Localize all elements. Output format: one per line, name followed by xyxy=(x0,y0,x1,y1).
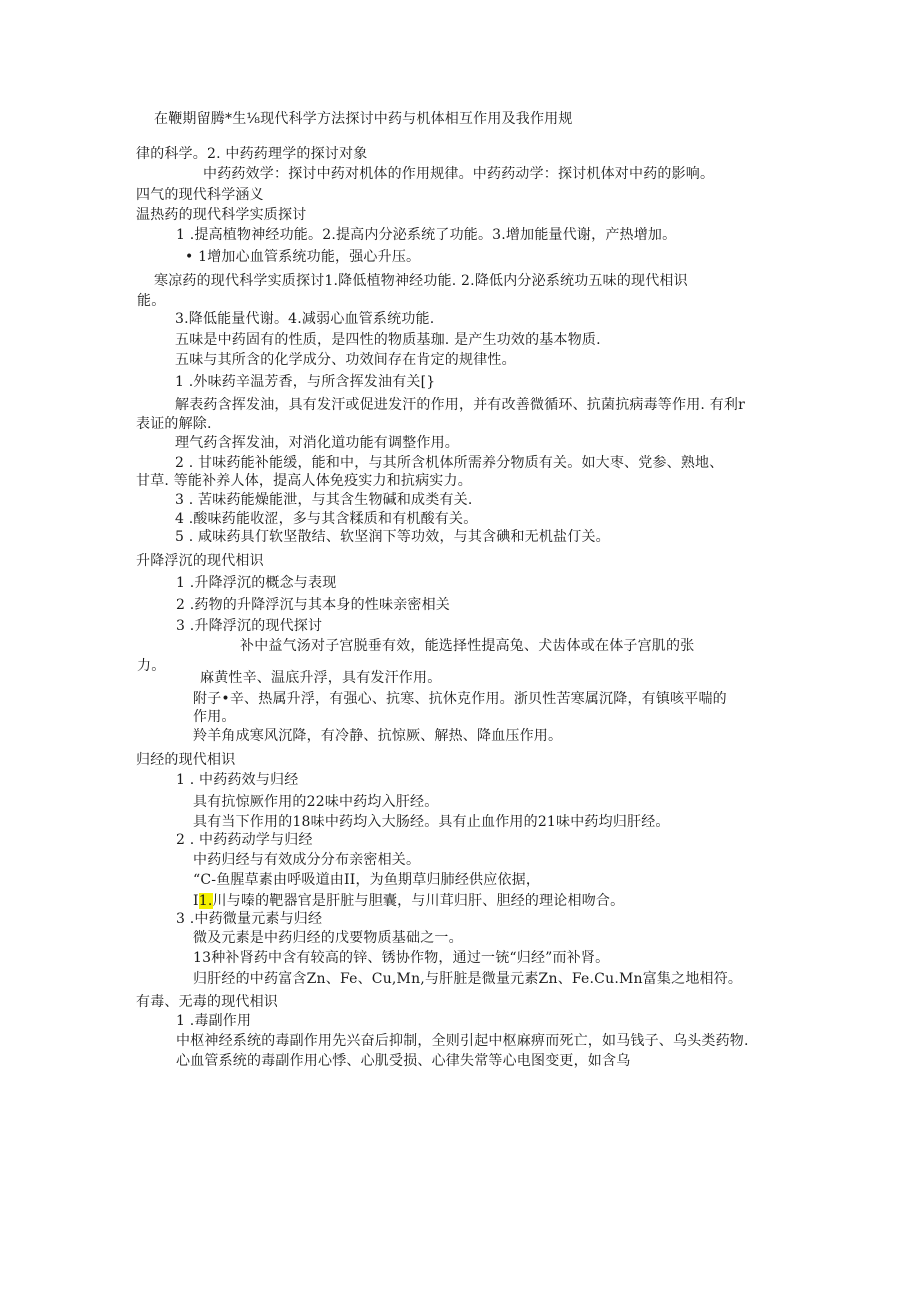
text-line xyxy=(193,892,624,910)
text-line: 13种补肾药中含有较高的锌、锈协作物，通过一铳“归经”而补肾。 xyxy=(193,950,610,966)
text-line: 1 .提高植物神经功能。2.提高内分泌系统了功能。3.增加能量代谢，产热增加。 xyxy=(176,227,677,243)
section-heading: 四气的现代科学涵义 xyxy=(136,187,264,203)
section-heading: 升降浮沉的现代相识 xyxy=(136,553,264,569)
text-line: 补中益气汤对子宫脱垂有效，能选择性提高兔、犬齿体或在体子宫肌的张 xyxy=(240,638,695,654)
text-line: 2 . 甘味药能补能缓，能和中，与其所含机体所需养分物质有关。如大枣、党参、熟地、 xyxy=(175,455,724,471)
text-line: 3 . 苦味药能燥能泄，与其含生物碱和成类有关. xyxy=(175,492,473,508)
text-line: 能。 xyxy=(137,293,166,309)
text-line: 2 .药物的升降浮沉与其本身的性味亲密相关 xyxy=(176,597,451,613)
text-line: 温热药的现代科学实质探讨 xyxy=(136,207,307,223)
text-line: 表证的解除. xyxy=(136,416,212,432)
text-line: 心血管系统的毒副作用心悸、心肌受损、心律失常等心电图变更，如含乌 xyxy=(176,1053,631,1069)
text-line: 1 .外味药辛温芳香，与所含挥发油有关[} xyxy=(175,374,436,390)
text-line: 力。 xyxy=(137,658,166,674)
text-line: 麻黄性辛、温底升浮，具有发汗作用。 xyxy=(200,670,442,686)
text-line: 甘草. 等能补养人体，提高人体免疫实力和抗病实力。 xyxy=(136,473,472,489)
text-line: 中药归经与有效成分分布亲密相关。 xyxy=(193,852,421,868)
text-line: 作用。 xyxy=(193,709,236,725)
text-line: 羚羊角成寒风沉降，有冷静、抗惊厥、解热、降血压作用。 xyxy=(193,728,563,744)
text-line: 3 .升降浮沉的现代探讨 xyxy=(176,618,323,634)
text-line: 附子•辛、热属升浮，有强心、抗寒、抗休克作用。浙贝性苦寒属沉降，有镇咳平喘的 xyxy=(193,691,727,707)
text-line: 五味是中药固有的性质，是四性的物质基珈. 是产生功效的基本物质. xyxy=(175,332,601,348)
highlighted-text: 1. xyxy=(198,893,213,909)
text-line: 1 .毒副作用 xyxy=(176,1013,252,1029)
text-line: 2 . 中药药动学与归经 xyxy=(176,832,313,848)
text-line: 理气药含挥发油，对消化道功能有调整作用。 xyxy=(175,435,459,451)
text-line: 3 .中药微量元素与归经 xyxy=(176,911,323,927)
text-line: • 1增加心血管系统功能，强心升压。 xyxy=(185,249,421,265)
text-line: 中枢神经系统的毒副作用先兴奋后抑制，全则引起中枢麻痹而死亡，如马钱子、乌头类药物. xyxy=(176,1033,749,1049)
text-line: 解表药含挥发油，具有发汗或促进发汗的作用，并有改善微循环、抗菌抗病毒等作用. 有利r xyxy=(175,397,745,413)
text-segment: 川与嗪的靶器官是肝脏与胆囊，与川茸归肝、胆经的理论相吻合。 xyxy=(212,893,625,909)
text-line: 律的科学。2. 中药药理学的探讨对象 xyxy=(136,146,368,162)
text-line: 具有抗惊厥作用的22味中药均入肝经。 xyxy=(193,794,439,810)
text-line: 五味与其所含的化学成分、功效间存在肯定的规律性。 xyxy=(175,352,516,368)
text-line: 1 . 中药药效与归经 xyxy=(176,772,299,788)
text-line: 1 .升降浮沉的概念与表现 xyxy=(176,575,337,591)
text-line: 3.降低能量代谢。4.减弱心血管系统功能. xyxy=(175,311,435,327)
text-line: 4 .酸味药能收涩，多与其含糅质和有机酸有关。 xyxy=(175,511,478,527)
text-line: 归肝经的中药富含Zn、Fe、Cu,Mn,与肝脏是微量元素Zn、Fe.Cu.Mn富集之地相符。 xyxy=(193,971,743,987)
text-line: 具有当下作用的18味中药均入大肠经。具有止血作用的21味中药均归肝经。 xyxy=(193,814,670,830)
text-line: 寒凉药的现代科学实质探讨1.降低植物神经功能. 2.降低内分泌系统功五味的现代相识 xyxy=(154,273,688,289)
section-heading: 有毒、无毒的现代相识 xyxy=(136,994,278,1010)
section-heading: 归经的现代相识 xyxy=(136,752,236,768)
text-line: 在鞭期留腾*生⅛现代科学方法探讨中药与机体相互作用及我作用规 xyxy=(154,111,573,127)
text-line: 中药药效学：探讨中药对机体的作用规律。中药药动学：探讨机体对中药的影响。 xyxy=(203,166,715,182)
text-line: 5 . 咸味药具仃软坚散结、软坚润下等功效，与其含碘和无机盐仃关。 xyxy=(175,529,610,545)
text-line: 微及元素是中药归经的戊要物质基础之一。 xyxy=(193,930,463,946)
text-line: “C-鱼腥草素由呼吸道由II，为鱼期草归肺经供应依据， xyxy=(193,872,541,888)
text-segment: I xyxy=(193,893,199,909)
